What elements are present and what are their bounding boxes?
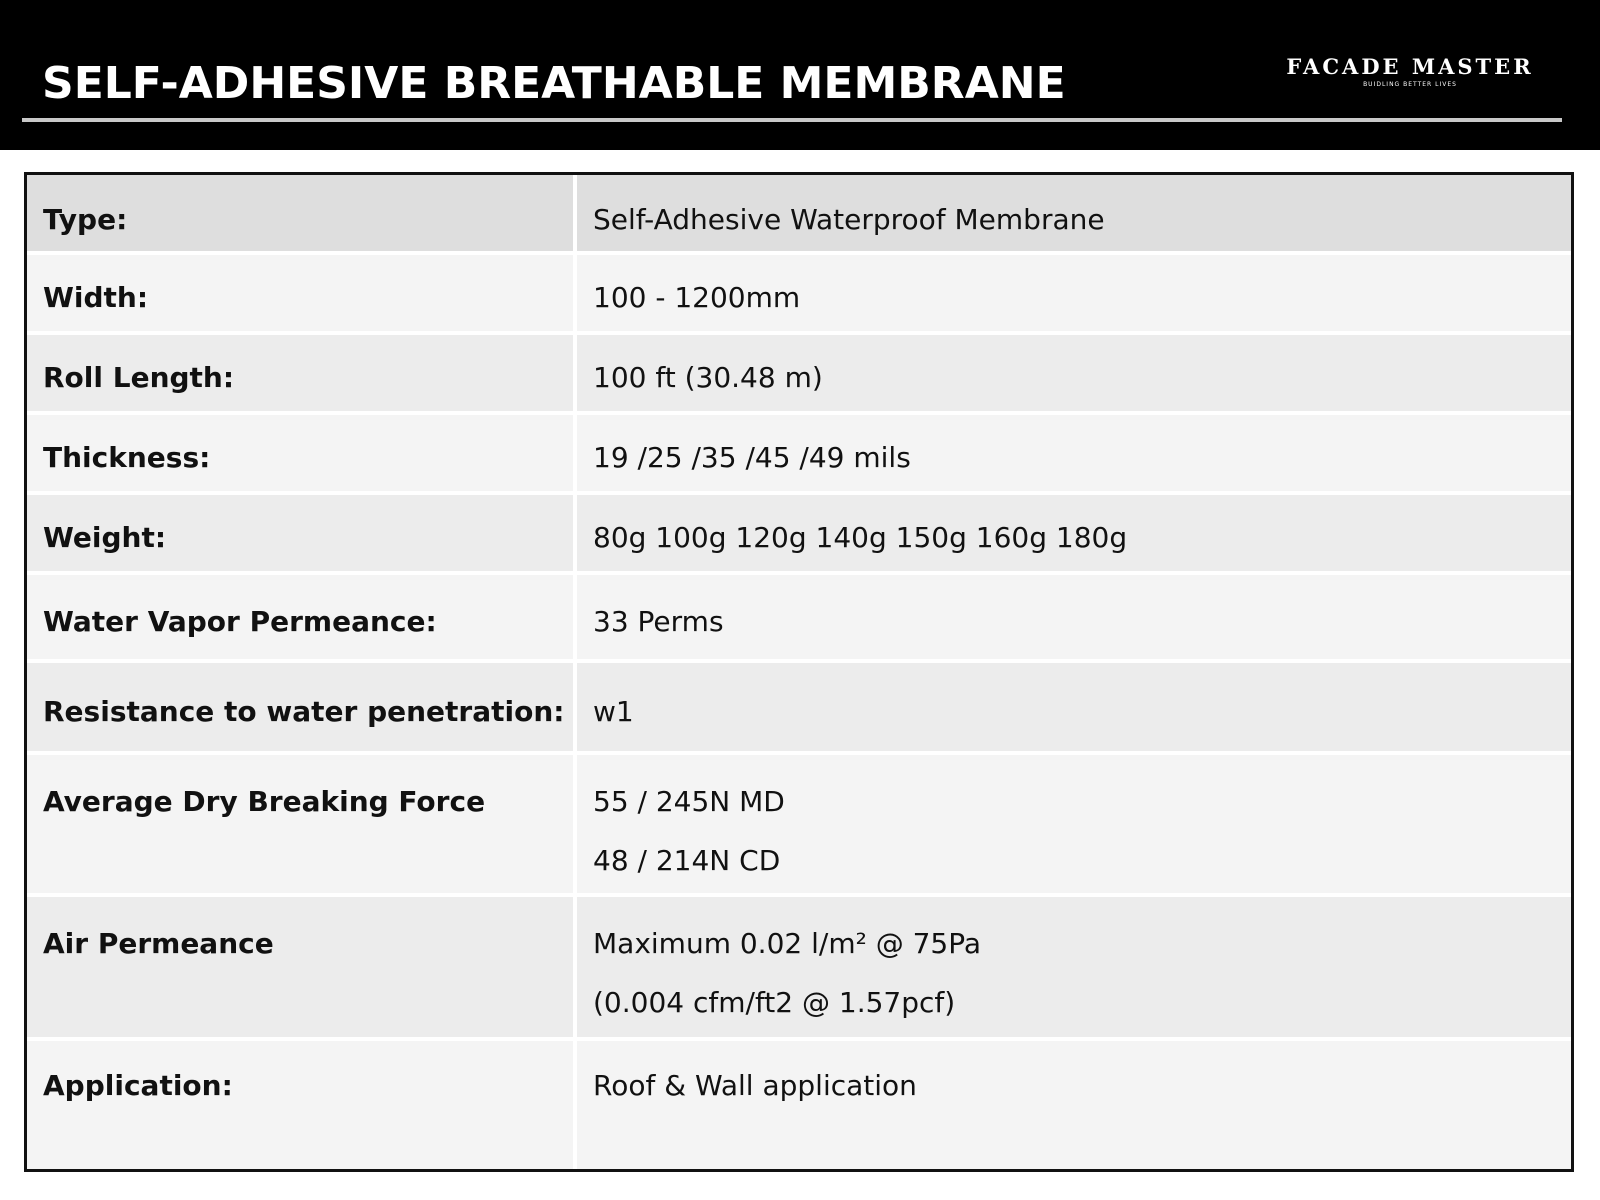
spec-label-text: Air Permeance	[43, 927, 274, 960]
spec-value-text: 48 / 214N CD	[593, 844, 781, 877]
table-row	[27, 661, 1571, 753]
spec-label	[27, 895, 575, 1039]
spec-value-text: Roof & Wall application	[593, 1069, 917, 1102]
spec-value-text: 19 /25 /35 /45 /49 mils	[593, 441, 911, 474]
table-row	[27, 895, 1571, 1039]
spec-table	[24, 172, 1574, 1172]
page-title: SELF-ADHESIVE BREATHABLE MEMBRANE	[42, 58, 1066, 109]
table-row	[27, 413, 1571, 493]
spec-label-text: Width:	[43, 281, 149, 314]
spec-label-text: Thickness:	[43, 441, 211, 474]
table-row	[27, 175, 1571, 253]
table-row	[27, 253, 1571, 333]
spec-value-text: 100 ft (30.48 m)	[593, 361, 823, 394]
spec-label-text: Type:	[43, 203, 128, 236]
spec-value-text: 55 / 245N MD	[593, 785, 785, 818]
header-bar	[0, 0, 1600, 150]
spec-value	[575, 753, 1571, 895]
header-divider	[22, 118, 1562, 122]
spec-value	[575, 413, 1571, 493]
spec-value	[575, 175, 1571, 253]
spec-label-text: Resistance to water penetration:	[43, 695, 565, 728]
spec-label	[27, 573, 575, 661]
table-row	[27, 573, 1571, 661]
table-row	[27, 493, 1571, 573]
spec-label	[27, 1039, 575, 1169]
spec-label-text: Weight:	[43, 521, 167, 554]
brand-logo	[1270, 54, 1550, 88]
spec-label-text: Water Vapor Permeance:	[43, 605, 437, 638]
spec-value	[575, 253, 1571, 333]
spec-value	[575, 493, 1571, 573]
spec-label	[27, 493, 575, 573]
spec-label	[27, 413, 575, 493]
table-row	[27, 753, 1571, 895]
table-row	[27, 333, 1571, 413]
spec-label	[27, 333, 575, 413]
spec-label	[27, 253, 575, 333]
spec-value-text: Self-Adhesive Waterproof Membrane	[593, 203, 1105, 236]
brand-tagline: BUIDLING BETTER LIVES	[1363, 81, 1457, 88]
spec-label	[27, 175, 575, 253]
spec-value-text: (0.004 cfm/ft2 @ 1.57pcf)	[593, 986, 956, 1019]
spec-label-text: Application:	[43, 1069, 233, 1102]
spec-value-text: Maximum 0.02 l/m² @ 75Pa	[593, 927, 982, 960]
spec-label-text: Roll Length:	[43, 361, 235, 394]
spec-value	[575, 895, 1571, 1039]
brand-name: FACADE MASTER	[1286, 54, 1534, 79]
spec-value	[575, 573, 1571, 661]
spec-value-text: w1	[593, 695, 634, 728]
spec-value	[575, 1039, 1571, 1169]
spec-value-text: 33 Perms	[593, 605, 724, 638]
spec-value	[575, 333, 1571, 413]
spec-value-text: 100 - 1200mm	[593, 281, 801, 314]
spec-value	[575, 661, 1571, 753]
spec-label	[27, 661, 575, 753]
spec-value-text: 80g 100g 120g 140g 150g 160g 180g	[593, 521, 1128, 554]
spec-label	[27, 753, 575, 895]
spec-label-text: Average Dry Breaking Force	[43, 785, 486, 818]
table-row	[27, 1039, 1571, 1169]
